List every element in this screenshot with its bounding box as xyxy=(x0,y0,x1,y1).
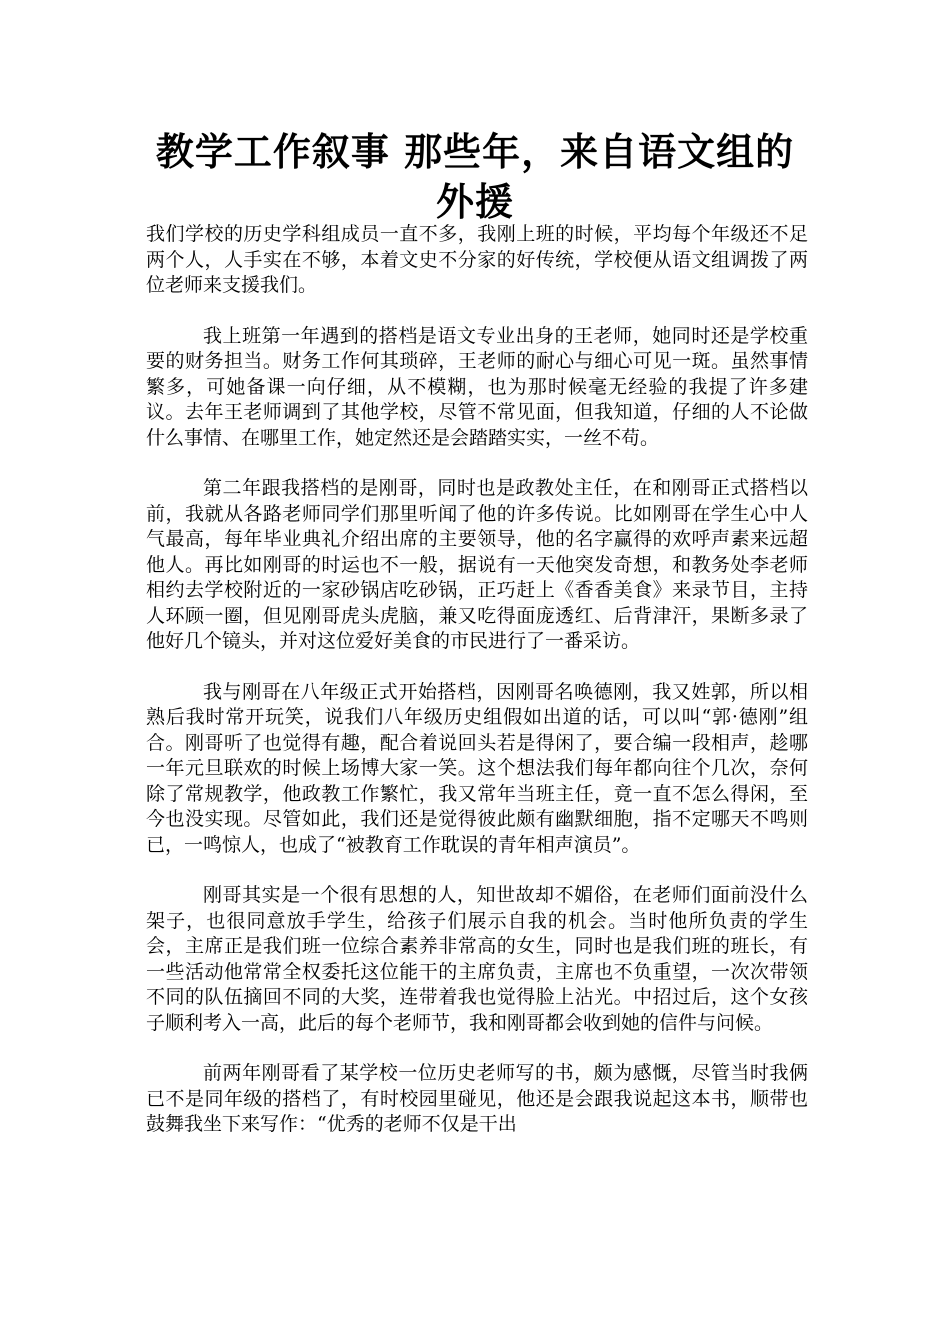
paragraph-1: 我们学校的历史学科组成员一直不多，我刚上班的时候，平均每个年级还不足两个人，人手实在不够，本着文史不分家的好传统，学校便从语文组调拨了两位老师来支援我们。 xyxy=(146,223,808,296)
paragraph-3: 第二年跟我搭档的是刚哥，同时也是政教处主任，在和刚哥正式搭档以前，我就从各路老师同学们那里听闻了他的许多传说。比如刚哥在学生心中人气最高，每年毕业典礼介绍出席的主要领导，他的名字赢得的欢呼声素来远超他人。再比如刚哥的时运也不一般，据说有一天他突发奇想，和教务处李老师相约去学校附近的一家砂锅店吃砂锅，正巧赶上《香香美食》来录节目，主持人环顾一圈，但见刚哥虎头虎脑，兼又吃得面庞透红、后背津汗，果断多录了他好几个镜头，并对这位爱好美食的市民进行了一番采访。 xyxy=(146,477,808,652)
paragraph-5: 刚哥其实是一个很有思想的人，知世故却不媚俗，在老师们面前没什么架子，也很同意放手学生，给孩子们展示自我的机会。当时他所负责的学生会，主席正是我们班一位综合素养非常高的女生，同时也是我们班的班长，有一些活动他常常全权委托这位能干的主席负责，主席也不负重望，一次次带领不同的队伍摘回不同的大奖，连带着我也觉得脸上沾光。中招过后，这个女孩子顺利考入一高，此后的每个老师节，我和刚哥都会收到她的信件与问候。 xyxy=(146,884,808,1034)
paragraph-4: 我与刚哥在八年级正式开始搭档，因刚哥名唤德刚，我又姓郭，所以相熟后我时常开玩笑，说我们八年级历史组假如出道的话，可以叫“郭·德刚”组合。刚哥听了也觉得有趣，配合着说回头若是得闲了，要合编一段相声，趁哪一年元旦联欢的时候上场博大家一笑。这个想法我们每年都向往个几次，奈何除了常规教学，他政教工作繁忙，我又常年当班主任，竟一直不怎么得闲，至今也没实现。尽管如此，我们还是觉得彼此颇有幽默细胞，指不定哪天不鸣则已，一鸣惊人，也成了“被教育工作耽误的青年相声演员”。 xyxy=(146,680,808,856)
document-title-line-2: 外援 xyxy=(435,179,514,224)
paragraph-2: 我上班第一年遇到的搭档是语文专业出身的王老师，她同时还是学校重要的财务担当。财务工作何其琐碎，王老师的耐心与细心可见一斑。虽然事情繁多，可她备课一向仔细，从不模糊，也为那时候毫无经验的我提了许多建议。去年王老师调到了其他学校，尽管不常见面，但我知道，仔细的人不论做什么事情、在哪里工作，她定然还是会踏踏实实，一丝不苟。 xyxy=(146,324,808,449)
document-title-line-1: 教学工作叙事 那些年，来自语文组的 xyxy=(155,129,795,174)
paragraph-6: 前两年刚哥看了某学校一位历史老师写的书，颇为感慨，尽管当时我俩已不是同年级的搭档了，有时校园里碰见，他还是会跟我说起这本书，顺带也鼓舞我坐下来写作：“优秀的老师不仅是干出 xyxy=(146,1062,808,1135)
document-body xyxy=(146,222,808,1163)
